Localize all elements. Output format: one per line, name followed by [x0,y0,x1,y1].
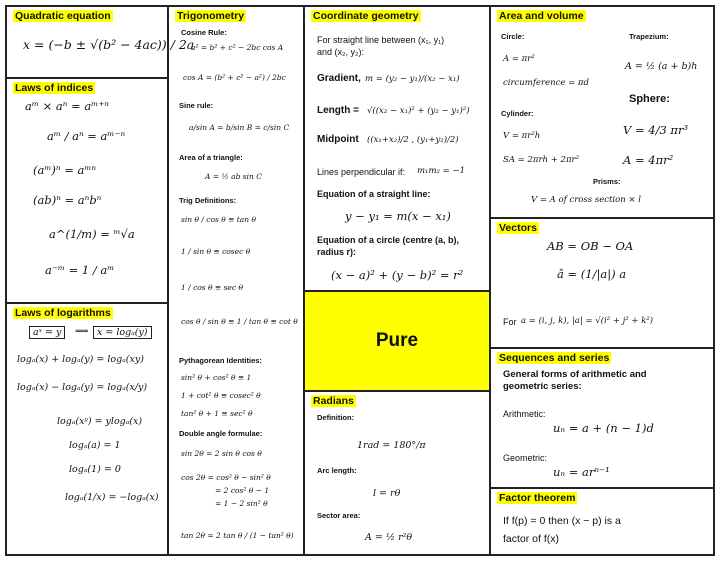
perpendicular-formula: m₁m₂ = −1 [417,166,465,176]
straight-line-label: Equation of a straight line: [317,189,431,199]
area-volume-title: Area and volume [499,10,584,22]
area-volume-box [491,7,713,219]
trig-definitions-label: Trig Definitions: [179,196,237,205]
index-rule-5: a^(1/m) = ᵐ√a [49,227,135,241]
vectors-title: Vectors [499,222,537,234]
double-angle-label: Double angle formulae: [179,429,263,438]
sphere-label: Sphere: [629,93,670,105]
trig-title: Trigonometry [177,10,245,22]
factor-line-2: factor of f(x) [503,533,560,545]
circle-equation-label-2: radius r): [317,247,357,257]
double-cos-2: = 2 cos² θ − 1 [215,486,270,495]
column-3 [305,7,491,554]
sine-rule: a/sin A = b/sin B = c/sin C [189,123,290,132]
sphere-area: A = 4πr² [623,153,674,167]
area-triangle-label: Area of a triangle: [179,153,243,162]
modulus-prefix: For [503,317,517,327]
unit-vector: â = (1/|a|) a [557,267,627,281]
circle-area: A = πr² [503,54,535,64]
circle-equation: (x − a)² + (y − b)² = r² [331,268,464,282]
log-rule-5: logₐ(1) = 0 [69,464,121,475]
arithmetic-label: Arithmetic: [503,409,546,419]
sequences-heading-1: General forms of arithmetic and [503,369,647,380]
double-tan: tan 2θ = 2 tan θ / (1 − tan² θ) [181,531,294,540]
sequences-title: Sequences and series [499,352,610,364]
index-rule-1: aᵐ × aⁿ = aᵐ⁺ⁿ [25,99,109,113]
pythagorean-3: tan² θ + 1 ≡ sec² θ [181,409,253,418]
pure-banner: Pure [305,290,489,392]
midpoint-label: Midpoint [317,134,359,145]
trapezium-formula: A = ½ (a + b)h [625,61,698,72]
circumference: circumference = πd [503,78,589,88]
cosine-rule-1: a² = b² + c² − 2bc cos A [191,43,284,52]
pythagorean-label: Pythagorean Identities: [179,356,262,365]
arc-length-label: Arc length: [317,466,357,475]
trig-box [169,7,303,554]
sphere-volume: V = 4/3 πr³ [623,123,689,137]
quadratic-formula: x = (−b ± √(b² − 4ac)) / 2a [23,37,195,52]
area-triangle: A = ½ ab sin C [205,172,262,181]
cosine-rule-label: Cosine Rule: [181,28,227,37]
factor-line-1: If f(p) = 0 then (x − p) is a [503,515,621,527]
geometric-label: Geometric: [503,453,548,463]
index-rule-4: (ab)ⁿ = aⁿbⁿ [33,193,102,207]
straight-line-formula: y − y₁ = m(x − x₁) [345,209,451,223]
log-rule-3: logₐ(xʸ) = ylogₐ(x) [57,416,143,427]
pythagorean-1: sin² θ + cos² θ ≡ 1 [181,373,252,382]
arc-length: l = rθ [373,488,401,499]
double-cos-1: cos 2θ = cos² θ − sin² θ [181,473,271,482]
sequences-box [491,349,713,489]
circle-equation-label-1: Equation of a circle (centre (a, b), [317,235,460,245]
sequences-heading-2: geometric series: [503,381,582,392]
prisms-formula: V = A of cross section × l [531,195,641,205]
trig-definition-4: cos θ / sin θ ≡ 1 / tan θ ≡ cot θ [181,317,298,326]
midpoint-formula: ((x₁+x₂)/2 , (y₁+y₂)/2) [367,135,459,145]
trig-definition-2: 1 / sin θ ≡ cosec θ [181,247,251,256]
sector-area-label: Sector area: [317,511,361,520]
radian-definition-label: Definition: [317,413,355,422]
quadratic-box [7,7,195,79]
vector-ab: AB = OB − OA [547,239,634,253]
cylinder-surface-area: SA = 2πrh + 2πr² [503,155,580,165]
log-rule-2: logₐ(x) − logₐ(y) = logₐ(x/y) [17,382,148,393]
index-rule-3: (aᵐ)ⁿ = aᵐⁿ [33,163,97,177]
log-definition-left: aˣ = y [29,326,65,339]
cylinder-volume: V = πr²h [503,131,541,141]
perpendicular-text: Lines perpendicular if: [317,167,406,177]
coord-title: Coordinate geometry [313,10,419,22]
log-definition-right: x = logₐ(y) [93,326,152,339]
trapezium-label: Trapezium: [629,32,669,41]
implies-arrow: ⟹ [75,326,89,337]
column-1 [7,7,195,554]
gradient-formula: m = (y₂ − y₁)/(x₂ − x₁) [365,74,460,84]
indices-title: Laws of indices [15,82,94,94]
indices-box [7,79,167,304]
arithmetic-formula: uₙ = a + (n − 1)d [553,421,654,435]
circle-label: Circle: [501,32,525,41]
coord-box [305,7,489,290]
length-label: Length = [317,105,359,116]
trig-definition-1: sin θ / cos θ ≡ tan θ [181,215,257,224]
double-sin: sin 2θ = 2 sin θ cos θ [181,449,262,458]
sine-rule-label: Sine rule: [179,101,214,110]
radians-title: Radians [313,395,354,407]
radians-box [305,392,489,554]
radian-definition: 1rad = 180°/π [357,440,426,451]
index-rule-6: a⁻ᵐ = 1 / aᵐ [45,263,115,277]
vectors-box [491,219,713,349]
logs-title: Laws of logarithms [15,307,111,319]
double-cos-3: = 1 − 2 sin² θ [215,499,268,508]
index-rule-2: aᵐ / aⁿ = aᵐ⁻ⁿ [47,129,126,143]
coord-intro-2: and (x₂, y₂): [317,47,364,57]
gradient-label: Gradient, [317,73,361,84]
vector-modulus: a = (i, j, k), |a| = √(i² + j² + k²) [521,316,654,326]
coord-intro-1: For straight line between (x₁, y₁) [317,35,445,45]
prisms-label: Prisms: [593,177,621,186]
sector-area: A = ½ r²θ [365,532,413,543]
formula-sheet [5,5,715,556]
trig-definition-3: 1 / cos θ ≡ sec θ [181,283,243,292]
column-4 [491,7,713,554]
cosine-rule-2: cos A = (b² + c² − a²) / 2bc [183,73,286,82]
length-formula: √((x₂ − x₁)² + (y₂ − y₁)²) [367,106,470,116]
factor-box [491,489,713,554]
quadratic-title: Quadratic equation [15,10,111,22]
geometric-formula: uₙ = arⁿ⁻¹ [553,465,610,479]
logs-box [7,304,167,554]
cylinder-label: Cylinder: [501,109,534,118]
log-rule-4: logₐ(a) = 1 [69,440,121,451]
pythagorean-2: 1 + cot² θ ≡ cosec² θ [181,391,261,400]
log-rule-6: logₐ(1/x) = −logₐ(x) [65,492,159,503]
column-2 [169,7,305,554]
log-rule-1: logₐ(x) + logₐ(y) = logₐ(xy) [17,354,144,365]
factor-title: Factor theorem [499,492,576,504]
